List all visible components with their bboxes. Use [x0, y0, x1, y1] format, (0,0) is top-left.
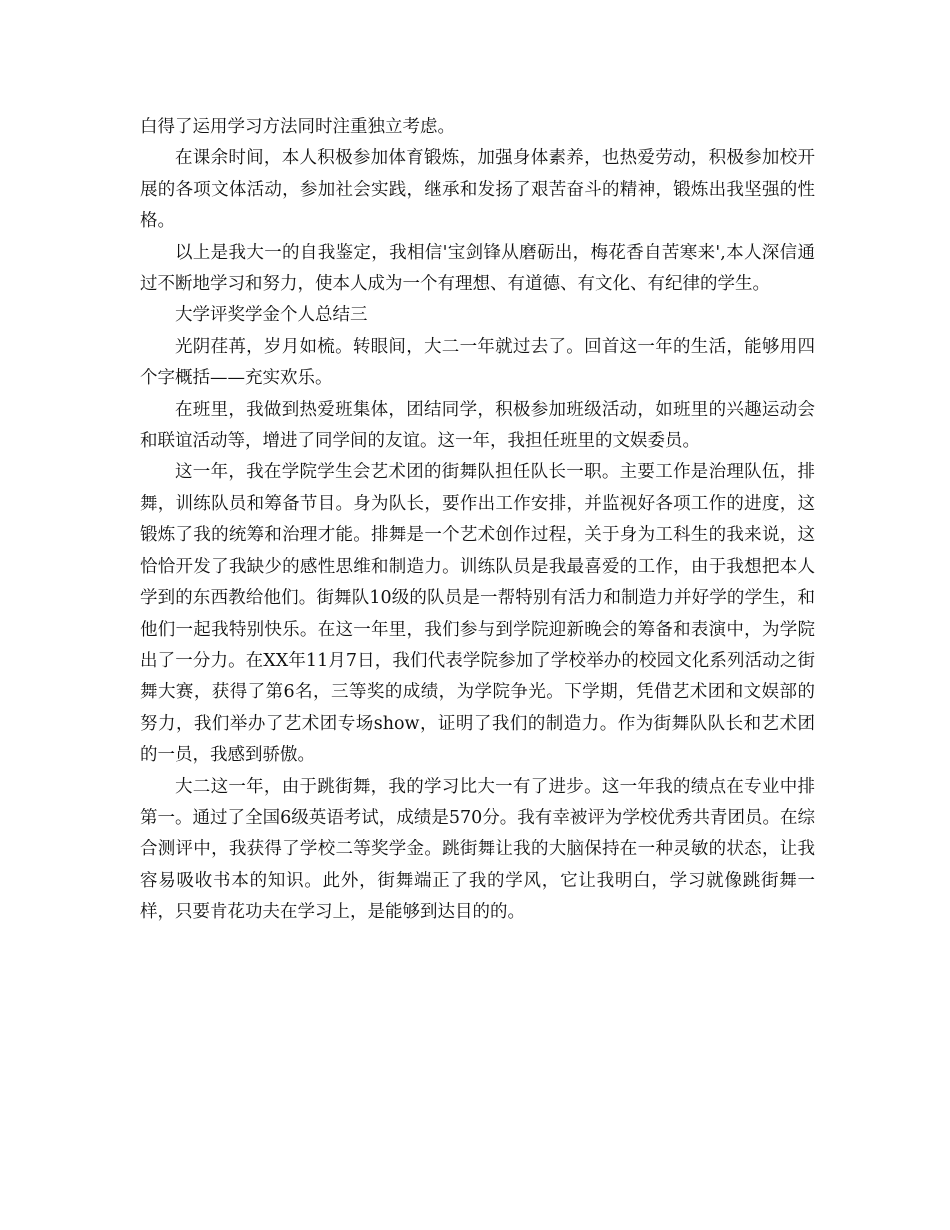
paragraph-continued: 白得了运用学习方法同时注重独立考虑。: [140, 117, 455, 137]
paragraph-dance-team: 这一年，我在学院学生会艺术团的街舞队担任队长一职。主要工作是治理队伍，排舞，训练队员和筹备节目。身为队长，要作出工作安排，并监视好各项工作的进度，这锻炼了我的统筹和治理才能。排舞是一个艺术创作过程，关于身为工科生的我来说，这恰恰开发了我缺少的感性思维和制造力。训练队员是我最喜爱的工作，由于我想把本人学到的东西教给他们。街舞队10级的队员是一帮特别有活力和制造力并好学的学生，和他们一起我特别快乐。在这一年里，我们参与到学院迎新晚会的筹备和表演中，为学院出了一分力。在XX年11月7日，我们代表学院参加了学校举办的校园文化系列活动之街舞大赛，获得了第6名，三等奖的成绩，为学院争光。下学期，凭借艺术团和文娱部的努力，我们举办了艺术团专场show，证明了我们的制造力。作为街舞队队长和艺术团的一员，我感到骄傲。: [140, 462, 815, 766]
document-page: [140, 112, 815, 929]
paragraph-study: 大二这一年，由于跳街舞，我的学习比大一有了进步。这一年我的绩点在专业中排第一。通过了全国6级英语考试，成绩是570分。我有幸被评为学校优秀共青团员。在综合测评中，我获得了学校二等奖学金。跳街舞让我的大脑保持在一种灵敏的状态，让我容易吸收书本的知识。此外，街舞端正了我的学风，它让我明白，学习就像跳街舞一样，只要肯花功夫在学习上，是能够到达目的的。: [140, 776, 815, 923]
paragraph-self-assessment: 以上是我大一的自我鉴定，我相信'宝剑锋从磨砺出，梅花香自苦寒来',本人深信通过不断地学习和努力，使本人成为一个有理想、有道德、有文化、有纪律的学生。: [140, 242, 815, 295]
paragraph-intro: 光阴荏苒，岁月如梳。转眼间，大二一年就过去了。回首这一年的生活，能够用四个字概括——充实欢乐。: [140, 336, 815, 389]
paragraph-extracurricular: 在课余时间，本人积极参加体育锻炼，加强身体素养，也热爱劳动，积极参加校开展的各项文体活动，参加社会实践，继承和发扬了艰苦奋斗的精神，锻炼出我坚强的性格。: [140, 148, 815, 232]
paragraph-class: 在班里，我做到热爱班集体，团结同学，积极参加班级活动，如班里的兴趣运动会和联谊活动等，增进了同学间的友谊。这一年，我担任班里的文娱委员。: [140, 399, 815, 452]
section-heading: 大学评奖学金个人总结三: [175, 305, 368, 326]
